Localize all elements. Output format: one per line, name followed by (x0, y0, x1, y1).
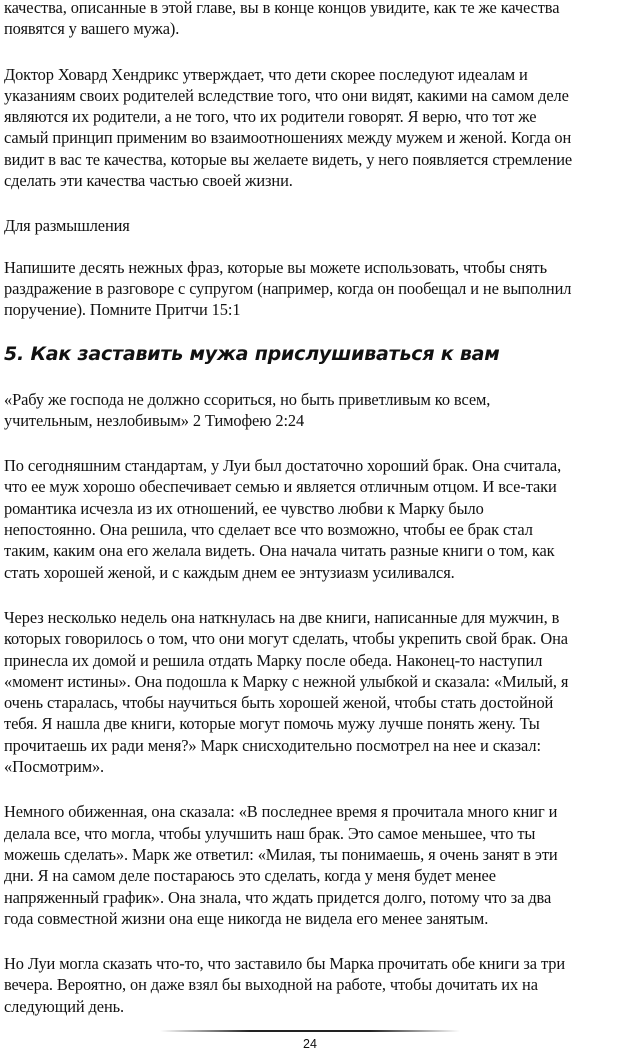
reflection-heading: Для размышления (4, 216, 130, 236)
paragraph-hendricks: Доктор Ховард Хендрикс утверждает, что дети скорее последуют идеалам и указаниям своих родителей вследствие того, что они видят, какими на самом деле являются их родители, а не того, что их родители говорят. Я верю, что тот же самый принцип применим во взаимоотношениях между мужем и женой. Когда он видит в вас те качества, которые вы желаете видеть, у него появляется стремление сделать эти качества частью своей жизни. (4, 64, 573, 191)
paragraph-conclusion: Но Луи могла сказать что-то, что заставило бы Марка прочитать обе книги за три вечера. Вероятно, он даже взял бы выходной на работе, чтобы дочитать их на следующий день. (4, 954, 565, 1016)
paragraph-offended: Немного обиженная, она сказала: «В последнее время я прочитала много книг и делала все, что могла, чтобы улучшить наш брак. Это самое меньшее, что ты можешь сделать». Марк же ответил: «Милая, ты понимаешь, я очень занят в эти дни. Я на самом деле постараюсь это сделать, когда у меня будет менее напряженный график». Она знала, что ждать придется долго, потому что за два года совместной жизни она еще никогда не видела его менее занятым. (4, 802, 558, 928)
footer-divider (160, 1030, 460, 1032)
paragraph-continuation: качества, описанные в этой главе, вы в конце концов увидите, как те же качества появятся у вашего мужа). (4, 0, 560, 39)
chapter-title: 5. Как заставить мужа прислушиваться к вам (4, 342, 500, 365)
page-number: 24 (303, 1037, 317, 1051)
reflection-task: Напишите десять нежных фраз, которые вы можете использовать, чтобы снять раздражение в разговоре с супругом (например, когда он пообещал и не выполнил поручение). Помните Притчи 15:1 (4, 257, 572, 320)
paragraph-marriage: По сегодняшним стандартам, у Луи был достаточно хороший брак. Она считала, что ее муж хорошо обеспечивает семью и является отличным отцом. И все-таки романтика исчезла из их отношений, ее чувство любви к Марку было непостоянно. Она решила, что сделает все что возможно, чтобы ее брак стал таким, каким она его желала видеть. Она начала читать разные книги о том, как стать хорошей женой, и с каждым днем ее энтузиазм усиливался. (4, 456, 562, 582)
page-content (4, 0, 616, 1041)
epigraph-quote: «Рабу же господа не должно ссориться, но быть приветливым ко всем, учительным, незлобивым» 2 Тимофею 2:24 (4, 389, 491, 430)
paragraph-books: Через несколько недель она наткнулась на две книги, написанные для мужчин, в которых говорилось о том, что они могут сделать, чтобы укрепить свой брак. Она принесла их домой и решила отдать Марку после обеда. Наконец-то наступил «момент истины». Она подошла к Марку с нежной улыбкой и сказала: «Милый, я очень старалась, чтобы научиться быть хорошей женой, чтобы стать достойной тебя. Я нашла две книги, которые могут помочь мужу лучше понять жену. Ты прочитаешь их ради меня?» Марк снисходительно посмотрел на нее и сказал: «Посмотрим». (4, 607, 569, 777)
